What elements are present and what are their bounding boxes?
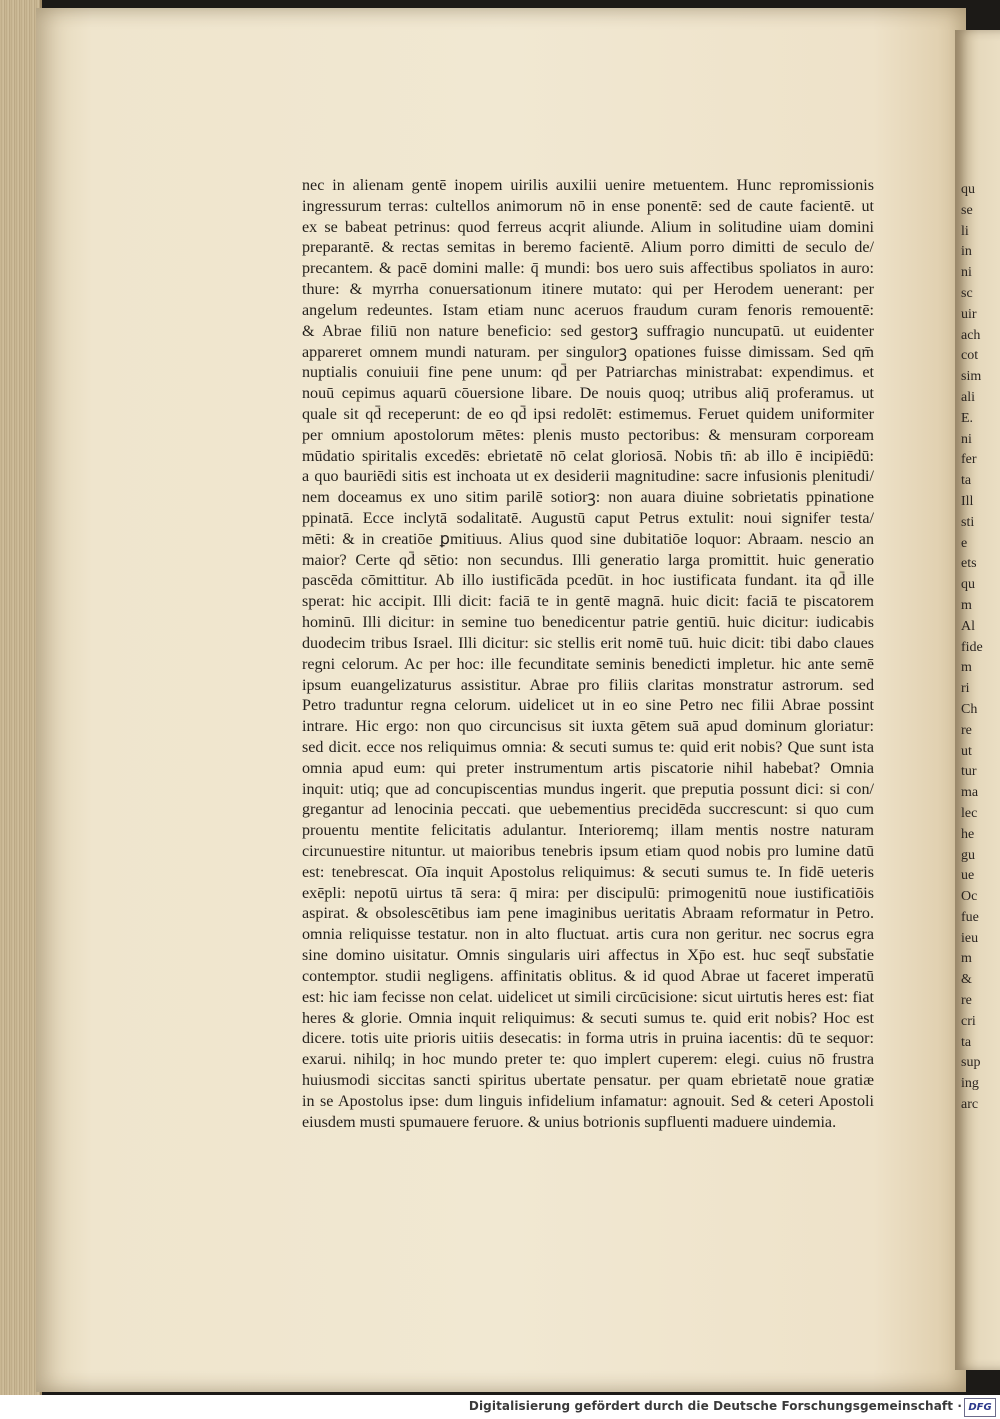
text-line: mēti: & in creatiōe ꝑmitiuus. Alius quod sine dubitatiōe loquor: Abraam. nescio an [302,530,874,548]
right-page-fragment: lec [961,805,978,821]
right-page-fragment: ni [961,265,972,281]
text-line: sine domino uisitatur. Omnis singularis uiri affectus in Xp̄o est. huc seqt̄ subst̄atie [302,947,874,965]
right-page-fragment: ali [961,389,975,405]
right-page-fragment: sc [961,285,973,301]
text-line: precantem. & pacē domini malle: q̄ mundi: bos uero suis affectibus spoliatos in auro: [302,260,874,278]
text-line: nem doceamus ex uno sitim parilē sotiorꝫ: non auara diuine sobrietatis ppinatione [302,489,874,507]
text-line: per omnium apostolorum mētes: plenis musto pectoribus: & mensuram corpoream [302,426,874,444]
right-page-fragment: & [961,972,972,988]
text-line: sed dicit. ecce nos reliquimus omnia: & secuti sumus te: quid erit nobis? Que sunt ista [302,738,874,756]
right-page-fragment: li [961,223,969,239]
text-line: ingressurum terras: cultellos animorum nō in ense ponentē: sed de caute facientē. ut [302,197,874,215]
text-line: sperat: hic accipit. Illi dicit: faciā te in gentē magnā. huic dicit: faciā te piscatorem [302,593,874,611]
text-line: est: tenebrescat. Oīa inquit Apostolus reliquimus: & secuti sumus te. In fidē ueteris [302,863,874,881]
text-line: inquit: utiq; que ad concupiscentias mundus ingerit. que preputia possunt dici: si con/ [302,780,874,798]
text-line: duodecim tribus Israel. Illi dicitur: sic stellis erit nomē tuū. huic dicit: tibi dabo claues [302,634,874,652]
right-page-fragment: m [961,660,972,676]
right-page-fragment: e [961,535,968,551]
right-page-fragment: ta [961,473,972,489]
right-page-fragment: ach [961,327,981,343]
right-page-fragment: tur [961,764,977,780]
right-page-edge [955,30,1000,1370]
text-line: angelum redeuntes. Istam etiam nunc aceruos fraudum curam fenoris remouentē: [302,301,874,319]
right-page-fragment: sup [961,1055,981,1071]
right-page-fragment: ni [961,431,972,447]
text-line: hominū. Illi dicitur: in semine tuo benedicentur patrie gentiū. huic dicitur: iudicabis [302,614,874,632]
text-line: heres & glorie. Omnia inquit reliquimus: & secuti sumus te. quid erit nobis? Hoc est [302,1009,874,1027]
right-page-fragment: ta [961,1034,972,1050]
text-line: exarui. nihilq; in hoc mundo preter te: quo implert cuperem: elegi. cuius nō frustra [302,1051,874,1069]
dfg-logo: DFG [964,1398,996,1417]
right-page-fragment: qu [961,577,975,593]
footer-bar [0,1395,1000,1419]
text-line: quale sit qd̄ receperunt: de eo qd̄ ipsi redolēt: estimemus. Feruet quidem uniformiter [302,405,874,423]
right-page-fragment: sti [961,514,975,530]
text-line: preparantē. & rectas semitas in beremo facientē. Alium porro dimitti de seculo de/ [302,239,874,257]
text-line: nuptialis conuiuii fine pene unum: qd̄ per Patriarchas ministrabat: expendimus. et [302,364,874,382]
text-line: & Abrae filiū non nature beneficio: sed gestorꝫ suffragio nuncupatū. ut euidenter [302,322,874,340]
text-line: thure: & myrrha conuersationum itinere mutato: qui per Herodem uenerant: per [302,281,874,299]
text-line: nec in alienam gentē inopem uirilis auxilii uenire metuentem. Hunc repromissionis [302,177,874,194]
text-line: aspirat. & obsolescētibus iam pene imaginibus ueritatis Abraam reformatur in Petro. [302,905,874,923]
text-line: huiusmodi siccitas sancti spiritus ubertate pensatur. per quam ebrietatē noue gratiæ [302,1071,874,1089]
text-line: est: hic iam fecisse non celat. uidelicet ut simili circūcisione: sicut uirtutis heres est: fiat [302,988,874,1006]
text-line: regni celorum. Ac per hoc: ille fecunditate seminis benedicti impletur. hic ante semē [302,655,874,673]
text-line: in se Apostolus ipse: dum linguis infidelium infamatur: agnouit. Sed & ceteri Apostoli [302,1092,874,1110]
right-page-fragment: fer [961,452,977,468]
text-line: intrare. Hic ergo: non quo circuncisus sit iuxta gētem suā apud dominum gloriatur: [302,718,874,736]
right-page-fragment: arc [961,1097,979,1113]
text-line: maior? Certe qd̄ sētio: non secundus. Illi generatio larga promittit. huic generatio [302,551,874,569]
dfg-credit: Digitalisierung gefördert durch die Deutsche Forschungsgemeinschaft · [468,1399,962,1413]
right-page-fragment: Oc [961,889,978,905]
incunabulum-text-block [302,176,874,1133]
right-page-fragment: se [961,202,973,218]
right-page-fragment: fide [961,639,983,655]
right-page-fragment: ma [961,785,979,801]
text-line: omnia reliquisse testatur. non in alto fluctuat. artis cura non geritur. nec socrus egra [302,926,874,944]
right-page-fragment: sim [961,369,982,385]
right-page-fragment: cot [961,348,979,364]
right-page-fragment: Al [961,618,975,634]
text-line: dicere. totis uite prioris uitiis desecatis: in forma utris in pruina iacentis: dū te sequor: [302,1030,874,1048]
right-page-fragment: he [961,826,975,842]
text-line: mūdatio spiritalis excedēs: ebrietatē nō celat gloriosā. Nobis tn̄: ab illo ē incipiēdū: [302,447,874,465]
text-line: ex se babeat petrinus: quod ferreus acqrit aliunde. Alium in solitudine uiam domini [302,218,874,236]
right-page-fragment: gu [961,847,975,863]
right-page-fragment: re [961,993,972,1009]
right-page-fragment: fue [961,909,979,925]
text-line: omnia apud eum: qui preter instrumentum artis piscatorie nihil habebat? Omnia [302,759,874,777]
text-line: pascēda cōmittitur. Ab illo iustificāda pcedūt. in hoc iustificata fundant. ita qd̄ ille [302,572,874,590]
text-line: ipsum euangelizaturus assistitur. Abrae pro filiis claritas monstratur astrorum. sed [302,676,874,694]
right-page-fragment: m [961,951,972,967]
text-line: Petro traduntur regna celorum. uidelicet ut in eo sine Petro nec filii Abrae possint [302,697,874,715]
right-page-fragment: Ill [961,493,974,509]
text-line: ppinatā. Ecce inclytā sodalitatē. Augustū caput Petrus extulit: noui signifer testa/ [302,510,874,527]
right-page-fragment: in [961,244,972,260]
right-page-text-fragments [961,180,1000,1116]
text-line: eiusdem musti spumauere feruore. & unius botrionis supfluenti maduere uindemia. [302,1113,837,1131]
right-page-fragment: E. [961,410,974,426]
text-line: circunuestire nituntur. ut maioribus tenebris ipsum etiam quod nobis pro lumine datū [302,843,874,860]
text-line: prouentu mentite felicitatis adulantur. Interioremq; illam mentis nostre naturam [302,822,874,840]
right-page-fragment: ut [961,743,972,759]
right-page-fragment: uir [961,306,977,322]
text-line: gregantur ad lenocinia peccati. que uebementius precidēda succrescunt: si quo cum [302,801,874,819]
right-page-fragment: ri [961,681,970,697]
right-page-fragment: m [961,597,972,613]
right-page-fragment: ets [961,556,977,572]
right-page-fragment: re [961,722,972,738]
text-line: exēpli: nepotū uirtus tā sera: q̄ mira: per discipulū: primogenitū noue iustificatiōis [302,884,874,902]
right-page-fragment: cri [961,1013,976,1029]
right-page-fragment: qu [961,182,975,197]
text-line: appareret omnem mundi naturam. per singulorꝫ opationes fuisse dimissam. Sed qm̄ [302,343,874,361]
right-page-fragment: ieu [961,930,979,946]
right-page-fragment: Ch [961,701,978,717]
text-line: a quo bauriēdi sitis est inchoata ut ex desiderii magnitudine: sacre infusionis plenitudi/ [302,468,874,486]
text-line: nouū cepimus aquarū cōuersione libare. De nouis quoq; utribus aliq̄ proferamus. ut [302,385,874,403]
right-page-fragment: ing [961,1076,979,1092]
right-page-fragment: ue [961,868,975,884]
text-line: contemptor. studii negligens. affinitatis oblitus. & id quod Abrae ut faceret imperatū [302,967,874,985]
